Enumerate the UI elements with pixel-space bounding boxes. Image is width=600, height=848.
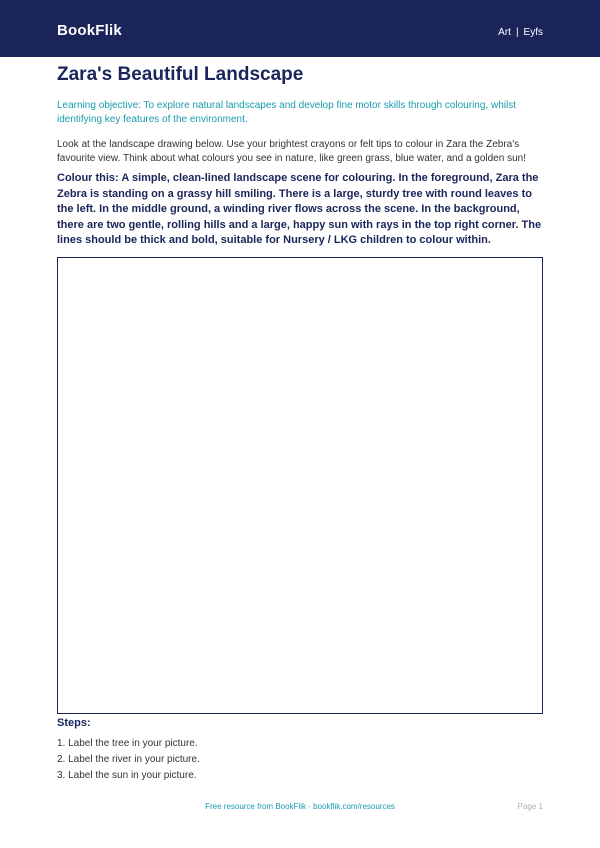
step-item: 2. Label the river in your picture.: [57, 754, 200, 765]
colouring-canvas: [57, 257, 543, 714]
site-header: [0, 0, 600, 57]
colour-brief: Colour this: A simple, clean-lined landscape scene for colouring. In the foreground, Zara the Zebra is standing on a grassy hill smiling. There is a large, sturdy tree with round leaves to the left. In the middle ground, a winding river flows across the scene. In the background, there are two gentle, rolling hills and a large, happy sun with rays in the top right corner. The lines should be thick and bold, suitable for Nursery / LKG children to colour within.: [57, 172, 542, 246]
brand-logo[interactable]: BookFlik: [57, 22, 122, 39]
tag-separator: |: [515, 27, 519, 38]
page-title: Zara's Beautiful Landscape: [57, 64, 304, 85]
subject-tags: [498, 27, 543, 38]
step-item: 3. Label the sun in your picture.: [57, 770, 197, 781]
tag-art[interactable]: Art: [498, 27, 511, 38]
learning-objective: Learning objective: To explore natural landscapes and develop fine motor skills through colouring, whilst identifying key features of the environment.: [57, 100, 516, 125]
page-number: Page 1: [517, 802, 543, 811]
tag-eyfs[interactable]: Eyfs: [523, 27, 543, 38]
footer-resource-link[interactable]: Free resource from BookFlik · bookflik.com/resources: [205, 802, 395, 811]
steps-list: [57, 737, 200, 785]
intro-text: Look at the landscape drawing below. Use your brightest crayons or felt tips to colour in Zara the Zebra's favourite view. Think about what colours you see in nature, like green grass, blue water, and a golden sun!: [57, 139, 526, 164]
steps-heading: Steps:: [57, 717, 91, 729]
step-item: 1. Label the tree in your picture.: [57, 738, 198, 749]
